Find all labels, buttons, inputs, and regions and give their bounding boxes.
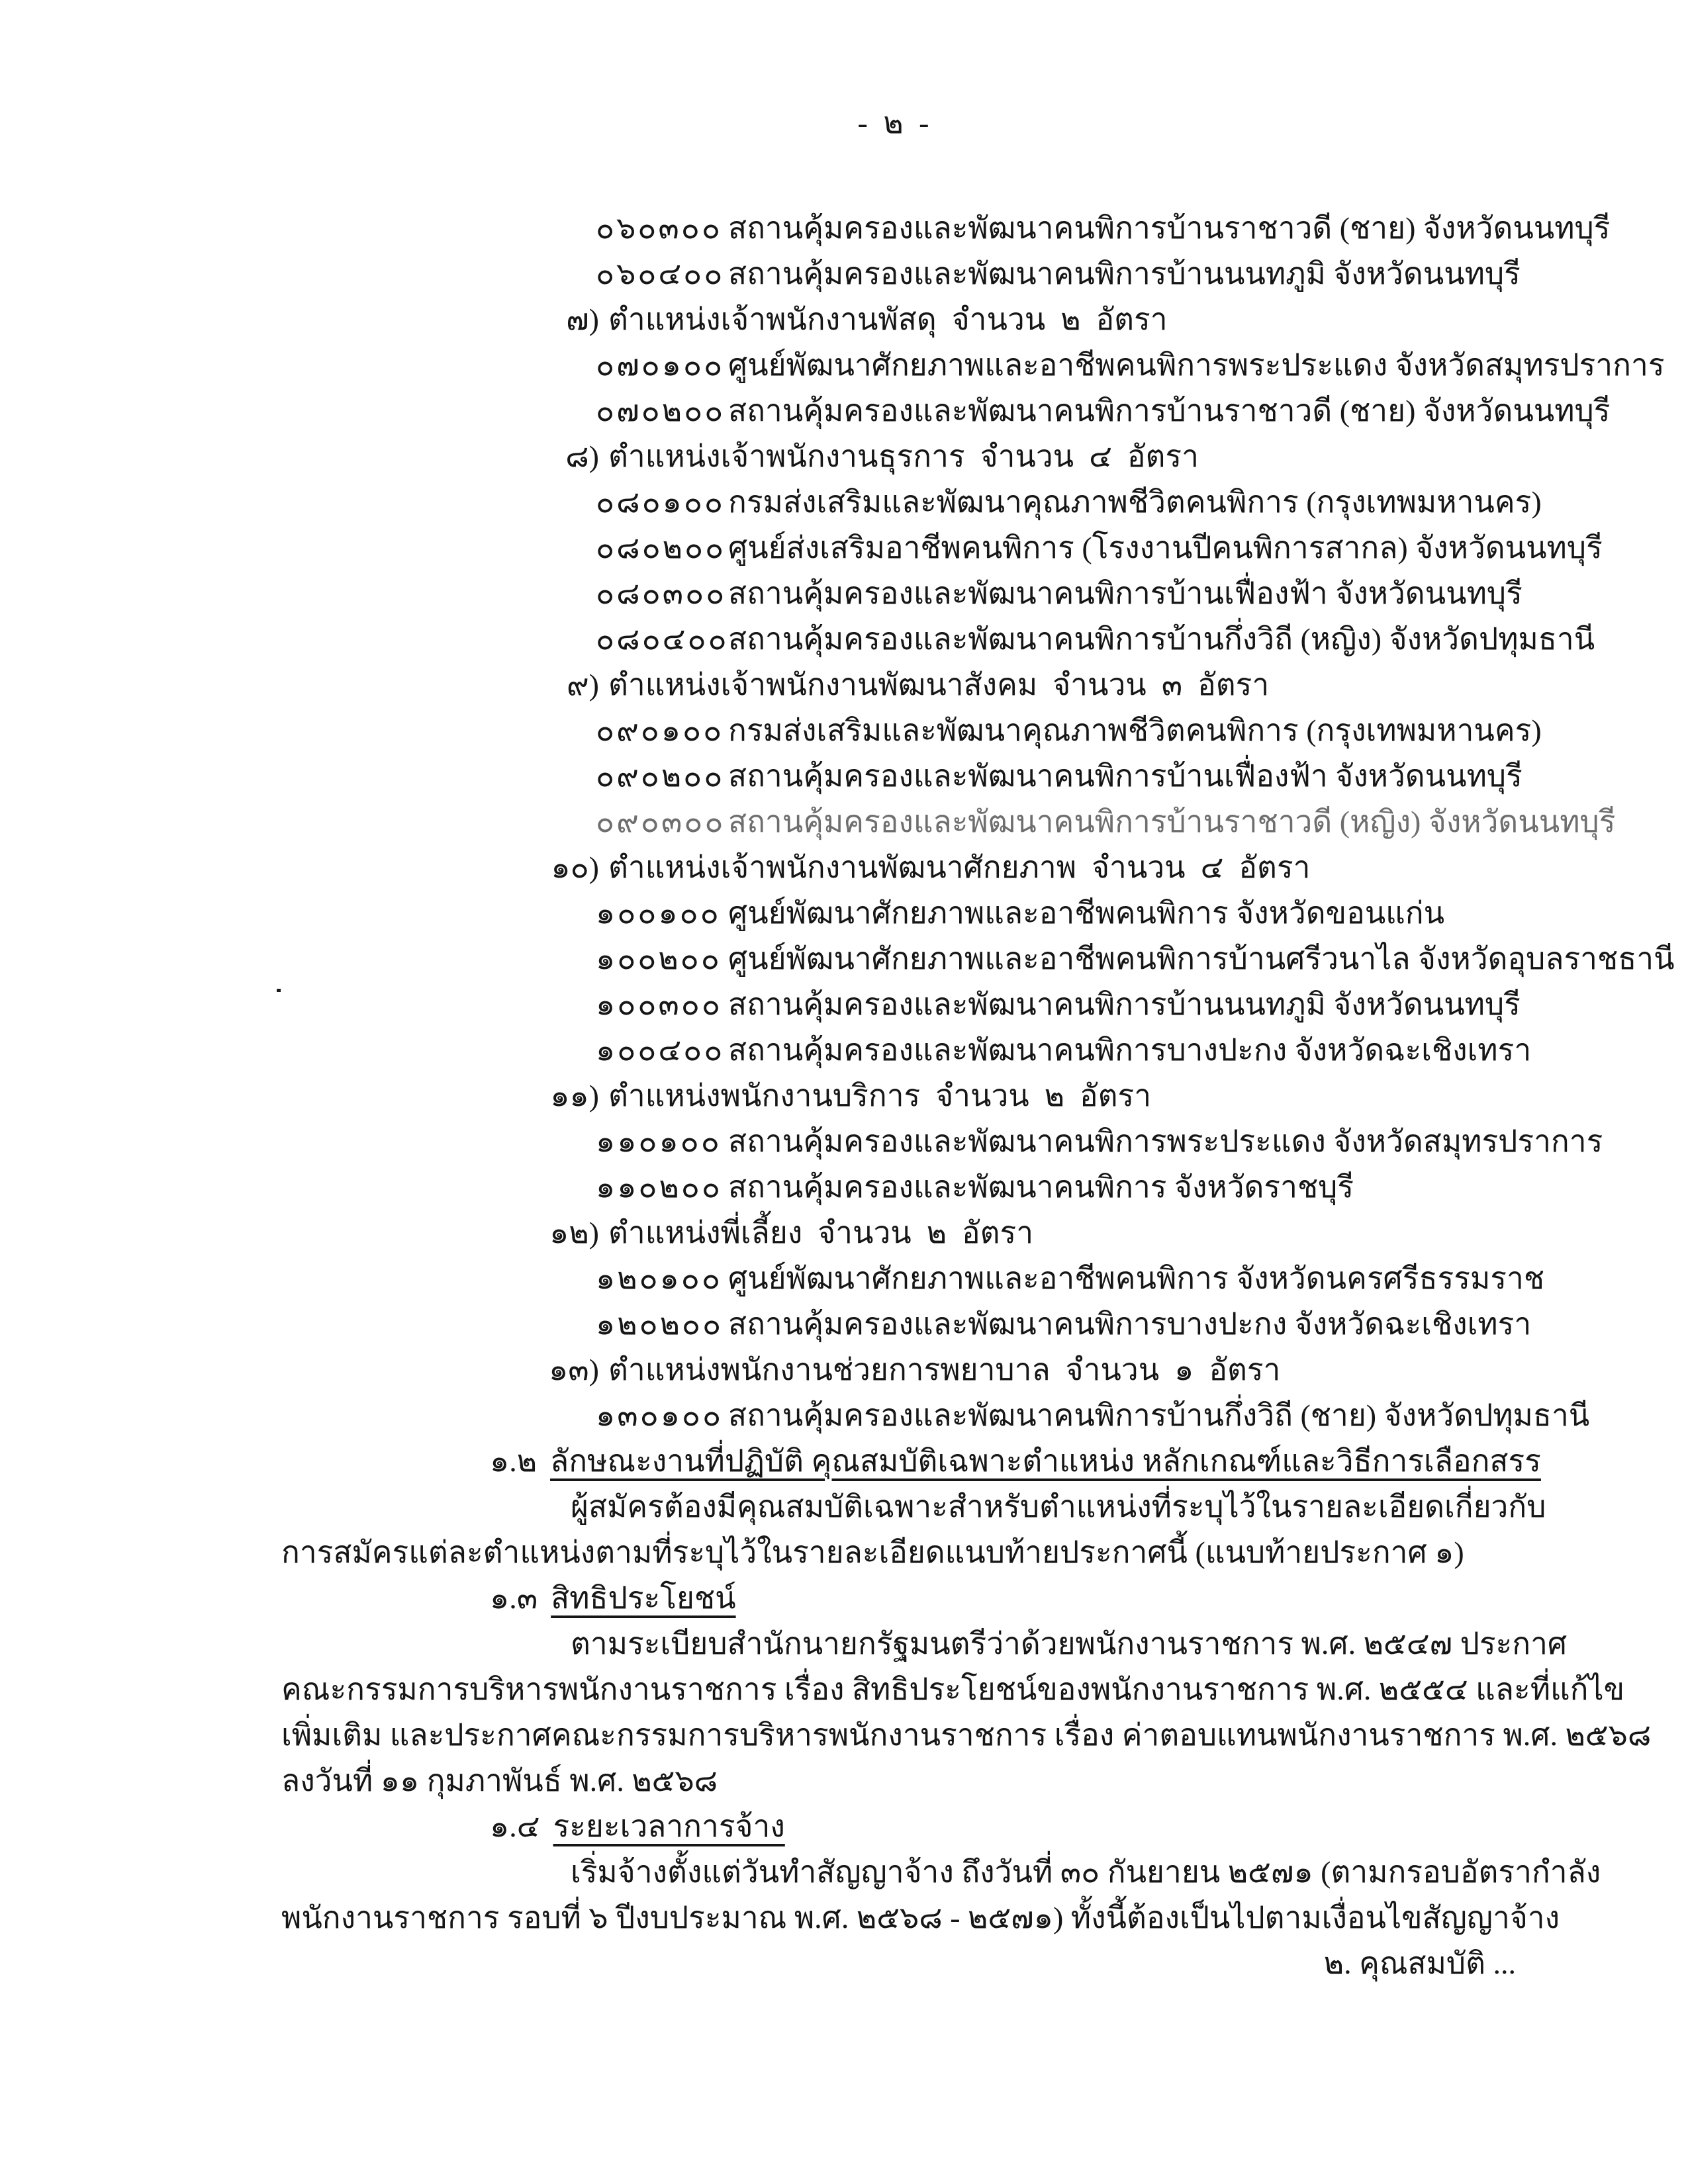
unit-code: ๑๓๐๑๐๐	[596, 1398, 724, 1432]
section-number: ๑.๓	[490, 1581, 538, 1615]
paragraph-line: การสมัครแต่ละตำแหน่งตามที่ระบุไว้ในรายละเอียดแนบท้ายประกาศนี้ (แนบท้ายประกาศ ๑)	[281, 1535, 1464, 1569]
position-number: ๗)	[566, 302, 599, 336]
paragraph-line: เพิ่มเติม และประกาศคณะกรรมการบริหารพนักงานราชการ เรื่อง ค่าตอบแทนพนักงานราชการ พ.ศ. ๒๕๖๘	[281, 1718, 1652, 1752]
unit-name: ศูนย์พัฒนาศักยภาพและอาชีพคนพิการบ้านศรีวนาไล จังหวัดอุบลราชธานี	[728, 942, 1675, 976]
unit-code: ๐๗๐๑๐๐	[596, 348, 725, 382]
unit-code-line-faded	[281, 799, 1616, 844]
unit-code: ๐๖๐๔๐๐	[596, 257, 725, 291]
unit-code: ๐๗๐๒๐๐	[596, 394, 726, 428]
unit-code: ๑๐๐๑๐๐	[596, 896, 721, 930]
position-title: ตำแหน่งเจ้าพนักงานพัฒนาสังคม จำนวน ๓ อัตรา	[608, 668, 1270, 702]
position-number: ๑๐)	[551, 850, 599, 884]
position-title: ตำแหน่งเจ้าพนักงานธุรการ จำนวน ๔ อัตรา	[608, 439, 1199, 473]
unit-code: ๑๑๐๒๐๐	[596, 1170, 722, 1204]
unit-code-line	[281, 1392, 1590, 1438]
unit-name: กรมส่งเสริมและพัฒนาคุณภาพชีวิตคนพิการ (กรุงเทพมหานคร)	[728, 713, 1542, 747]
section-title: ลักษณะงานที่ปฏิบัติ คุณสมบัติเฉพาะตำแหน่ง หลักเกณฑ์และวิธีการเลือกสรร	[550, 1444, 1541, 1478]
unit-code-line	[281, 342, 1665, 388]
unit-name: ศูนย์พัฒนาศักยภาพและอาชีพคนพิการ จังหวัดนครศรีธรรมราช	[728, 1261, 1545, 1295]
position-number: ๑๓)	[549, 1353, 599, 1387]
unit-name: สถานคุ้มครองและพัฒนาคนพิการบ้านนนทภูมิ จังหวัดนนทบุรี	[728, 987, 1521, 1021]
unit-code-line	[281, 890, 1516, 936]
section-heading-1-4	[281, 1803, 1516, 1849]
position-number: ๑๒)	[549, 1216, 599, 1250]
unit-name: สถานคุ้มครองและพัฒนาคนพิการบ้านราชาวดี (หญิง) จังหวัดนนทบุรี	[728, 805, 1616, 839]
unit-code: ๐๙๐๒๐๐	[596, 759, 725, 793]
unit-name: สถานคุ้มครองและพัฒนาคนพิการบ้านราชาวดี (ชาย) จังหวัดนนทบุรี	[728, 394, 1611, 428]
unit-code-line	[281, 1301, 1532, 1347]
unit-code: ๐๘๐๒๐๐	[596, 531, 726, 565]
document-body	[281, 205, 1675, 1986]
unit-code: ๐๘๐๔๐๐	[596, 622, 729, 656]
paragraph-line: ตามระเบียบสำนักนายกรัฐมนตรีว่าด้วยพนักงานราชการ พ.ศ. ๒๕๔๗ ประกาศ	[571, 1627, 1568, 1661]
position-number: ๘)	[565, 439, 599, 473]
unit-name: สถานคุ้มครองและพัฒนาคนพิการบ้านนนทภูมิ จังหวัดนนทบุรี	[728, 257, 1521, 291]
unit-code-line	[281, 707, 1542, 753]
unit-code-line	[281, 570, 1523, 616]
unit-code: ๑๒๐๑๐๐	[596, 1261, 722, 1295]
position-number: ๑๑)	[550, 1079, 599, 1113]
position-title: ตำแหน่งเจ้าพนักงานพัฒนาศักยภาพ จำนวน ๔ อัตรา	[608, 850, 1311, 884]
position-item	[281, 1073, 1516, 1118]
position-item	[281, 662, 1516, 707]
unit-code: ๑๐๐๒๐๐	[596, 942, 722, 976]
section-heading-1-2	[281, 1438, 1541, 1484]
unit-code-line	[281, 388, 1611, 433]
unit-code-line	[281, 616, 1595, 662]
unit-name: สถานคุ้มครองและพัฒนาคนพิการบางปะกง จังหวัดฉะเชิงเทรา	[728, 1033, 1532, 1067]
position-title: ตำแหน่งพนักงานบริการ จำนวน ๒ อัตรา	[608, 1079, 1152, 1113]
paragraph-line: ผู้สมัครต้องมีคุณสมบัติเฉพาะสำหรับตำแหน่งที่ระบุไว้ในรายละเอียดเกี่ยวกับ	[571, 1490, 1546, 1524]
unit-name: สถานคุ้มครองและพัฒนาคนพิการ จังหวัดราชบุรี	[728, 1170, 1354, 1204]
unit-name: สถานคุ้มครองและพัฒนาคนพิการบ้านเฟื่องฟ้า จังหวัดนนทบุรี	[728, 759, 1523, 793]
position-item	[281, 1347, 1516, 1392]
unit-name: ศูนย์ส่งเสริมอาชีพคนพิการ (โรงงานปีคนพิการสากล) จังหวัดนนทบุรี	[728, 531, 1603, 565]
unit-name: สถานคุ้มครองและพัฒนาคนพิการบ้านกึ่งวิถี (ชาย) จังหวัดปทุมธานี	[728, 1398, 1590, 1432]
position-number: ๙)	[566, 668, 599, 702]
unit-code-line	[281, 1255, 1545, 1301]
unit-code: ๐๙๐๑๐๐	[596, 713, 724, 747]
unit-code: ๑๒๐๒๐๐	[596, 1307, 724, 1341]
paragraph-line: คณะกรรมการบริหารพนักงานราชการ เรื่อง สิทธิประโยชน์ของพนักงานราชการ พ.ศ. ๒๕๕๔ และที่แก้ไข	[281, 1672, 1625, 1706]
unit-code: ๑๐๐๔๐๐	[596, 1033, 725, 1067]
unit-code-line	[281, 479, 1542, 525]
position-item	[281, 1210, 1516, 1255]
section-number: ๑.๒	[490, 1444, 538, 1478]
section-title: ระยะเวลาการจ้าง	[553, 1809, 785, 1843]
unit-name: สถานคุ้มครองและพัฒนาคนพิการบางปะกง จังหวัดฉะเชิงเทรา	[728, 1307, 1532, 1341]
unit-name: สถานคุ้มครองและพัฒนาคนพิการบ้านเฟื่องฟ้า จังหวัดนนทบุรี	[728, 576, 1523, 610]
position-item	[281, 433, 1516, 479]
unit-code-line	[281, 205, 1611, 251]
unit-code: ๑๐๐๓๐๐	[596, 987, 722, 1021]
paragraph-line: พนักงานราชการ รอบที่ ๖ ปีงบประมาณ พ.ศ. ๒๕๖๘ - ๒๕๗๑) ทั้งนี้ต้องเป็นไปตามเงื่อนไขสัญญาจ้าง	[281, 1901, 1560, 1934]
section-heading-1-3	[281, 1575, 1516, 1621]
unit-code: ๐๙๐๓๐๐	[596, 805, 726, 839]
section-number: ๑.๔	[490, 1809, 540, 1843]
unit-code-line	[281, 1164, 1516, 1210]
section-title: สิทธิประโยชน์	[551, 1581, 736, 1615]
unit-code-line	[281, 1118, 1603, 1164]
position-title: ตำแหน่งเจ้าพนักงานพัสดุ จำนวน ๒ อัตรา	[608, 302, 1168, 336]
unit-code: ๐๖๐๓๐๐	[596, 211, 722, 245]
page-number: - ๒ -	[857, 106, 933, 140]
unit-code-line	[281, 1027, 1532, 1073]
unit-name: ศูนย์พัฒนาศักยภาพและอาชีพคนพิการพระประแดง จังหวัดสมุทรปราการ	[728, 348, 1665, 382]
position-item	[281, 296, 1516, 342]
position-title: ตำแหน่งพนักงานช่วยการพยาบาล จำนวน ๑ อัตรา	[608, 1353, 1281, 1387]
unit-code-line	[281, 936, 1675, 981]
unit-name: สถานคุ้มครองและพัฒนาคนพิการบ้านกึ่งวิถี (หญิง) จังหวัดปทุมธานี	[728, 622, 1595, 656]
unit-code-line	[281, 525, 1603, 570]
unit-name: กรมส่งเสริมและพัฒนาคุณภาพชีวิตคนพิการ (กรุงเทพมหานคร)	[728, 485, 1542, 519]
position-title: ตำแหน่งพี่เลี้ยง จำนวน ๒ อัตรา	[608, 1216, 1034, 1250]
unit-code-line	[281, 753, 1523, 799]
unit-name: สถานคุ้มครองและพัฒนาคนพิการบ้านราชาวดี (ชาย) จังหวัดนนทบุรี	[728, 211, 1611, 245]
position-item	[281, 844, 1516, 890]
unit-code: ๑๑๐๑๐๐	[596, 1124, 722, 1158]
scan-artifact-dot	[277, 989, 281, 992]
continuation-catchword: ๒. คุณสมบัติ ...	[1323, 1946, 1516, 1980]
unit-code-line	[281, 981, 1521, 1027]
unit-name: ศูนย์พัฒนาศักยภาพและอาชีพคนพิการ จังหวัดขอนแก่น	[728, 896, 1445, 930]
paragraph-line: ลงวันที่ ๑๑ กุมภาพันธ์ พ.ศ. ๒๕๖๘	[281, 1764, 718, 1797]
unit-code: ๐๘๐๑๐๐	[596, 485, 725, 519]
unit-name: สถานคุ้มครองและพัฒนาคนพิการพระประแดง จังหวัดสมุทรปราการ	[728, 1124, 1603, 1158]
paragraph-line: เริ่มจ้างตั้งแต่วันทำสัญญาจ้าง ถึงวันที่ ๓๐ กันยายน ๒๕๗๑ (ตามกรอบอัตรากำลัง	[571, 1855, 1601, 1889]
unit-code-line	[281, 251, 1521, 296]
unit-code: ๐๘๐๓๐๐	[596, 576, 727, 610]
